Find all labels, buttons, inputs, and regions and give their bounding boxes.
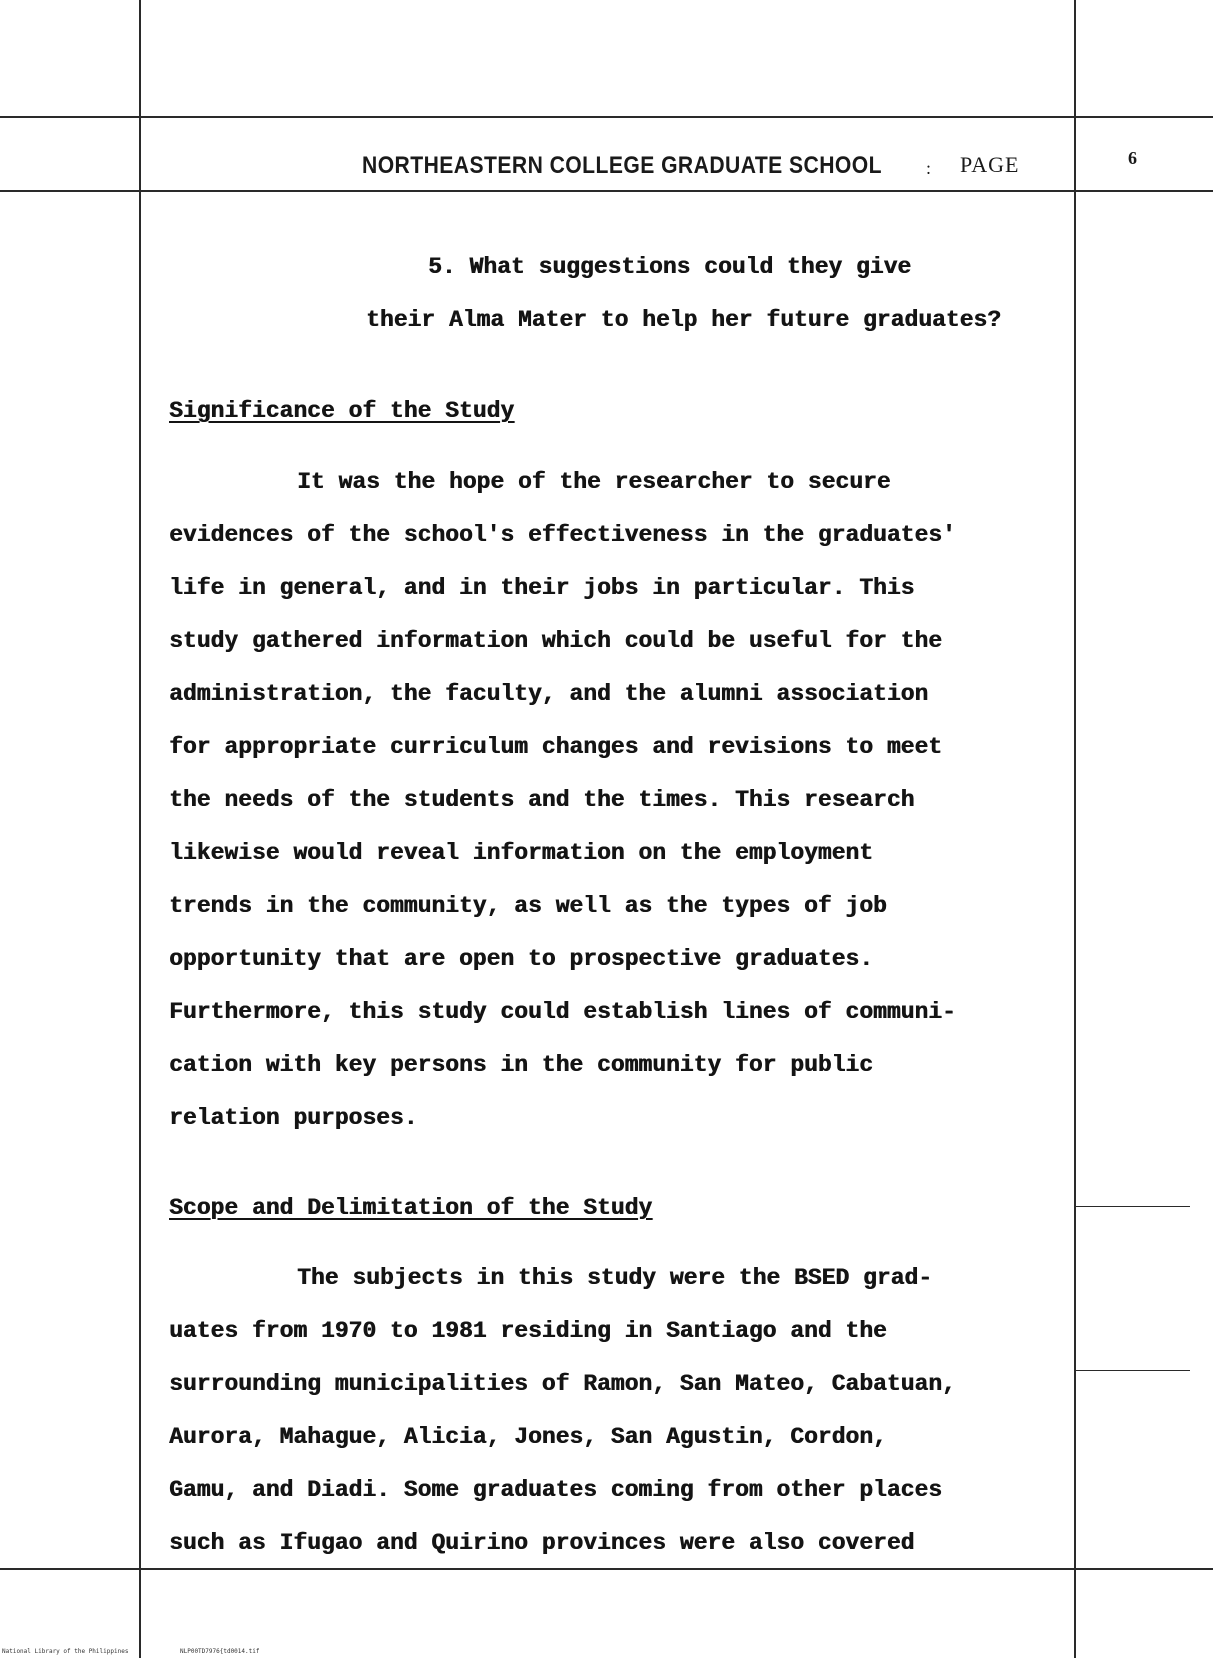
header-bottom-rule [0, 190, 1213, 192]
scope-line-1: The subjects in this study were the BSED grad- [297, 1265, 932, 1291]
significance-line-3: life in general, and in their jobs in particular. This [169, 575, 915, 601]
significance-line-2: evidences of the school's effectiveness in the graduates' [169, 522, 956, 548]
scope-line-5: Gamu, and Diadi. Some graduates coming from other places [169, 1477, 942, 1503]
top-margin-rule [0, 116, 1213, 118]
significance-line-11: Furthermore, this study could establish lines of communi- [169, 999, 956, 1025]
significance-line-7: the needs of the students and the times. This research [169, 787, 915, 813]
page-label: PAGE [960, 152, 1020, 177]
significance-line-10: opportunity that are open to prospective graduates. [169, 946, 873, 972]
significance-line-8: likewise would reveal information on the employment [169, 840, 873, 866]
right-margin-line [1074, 0, 1076, 1658]
bottom-margin-rule [0, 1568, 1213, 1570]
scope-heading: Scope and Delimitation of the Study [169, 1195, 653, 1221]
scope-line-2: uates from 1970 to 1981 residing in Santiago and the [169, 1318, 887, 1344]
left-margin-line [139, 0, 141, 1658]
significance-line-6: for appropriate curriculum changes and revisions to meet [169, 734, 942, 760]
scan-file-id: NLP00TD7976{td0014.tif [180, 1648, 260, 1655]
significance-line-13: relation purposes. [169, 1105, 418, 1131]
question-5-line-1: 5. What suggestions could they give [428, 254, 912, 280]
significance-line-4: study gathered information which could be useful for the [169, 628, 942, 654]
significance-heading: Significance of the Study [169, 398, 515, 424]
right-edge-tick-1 [1076, 1206, 1190, 1207]
page-number: 6 [1128, 148, 1137, 168]
scope-line-4: Aurora, Mahague, Alicia, Jones, San Agustin, Cordon, [169, 1424, 887, 1450]
header-separator: : [926, 158, 932, 178]
library-credit: National Library of the Philippines [2, 1648, 129, 1655]
scope-line-6: such as Ifugao and Quirino provinces were also covered [169, 1530, 915, 1556]
scope-line-3: surrounding municipalities of Ramon, San Mateo, Cabatuan, [169, 1371, 956, 1397]
question-5-line-2: their Alma Mater to help her future graduates? [366, 307, 1001, 333]
significance-line-9: trends in the community, as well as the types of job [169, 893, 887, 919]
right-edge-tick-2 [1076, 1370, 1190, 1371]
page-header-title: NORTHEASTERN COLLEGE GRADUATE SCHOOL [362, 152, 882, 179]
significance-line-5: administration, the faculty, and the alumni association [169, 681, 929, 707]
significance-line-1: It was the hope of the researcher to secure [297, 469, 891, 495]
significance-line-12: cation with key persons in the community for public [169, 1052, 873, 1078]
